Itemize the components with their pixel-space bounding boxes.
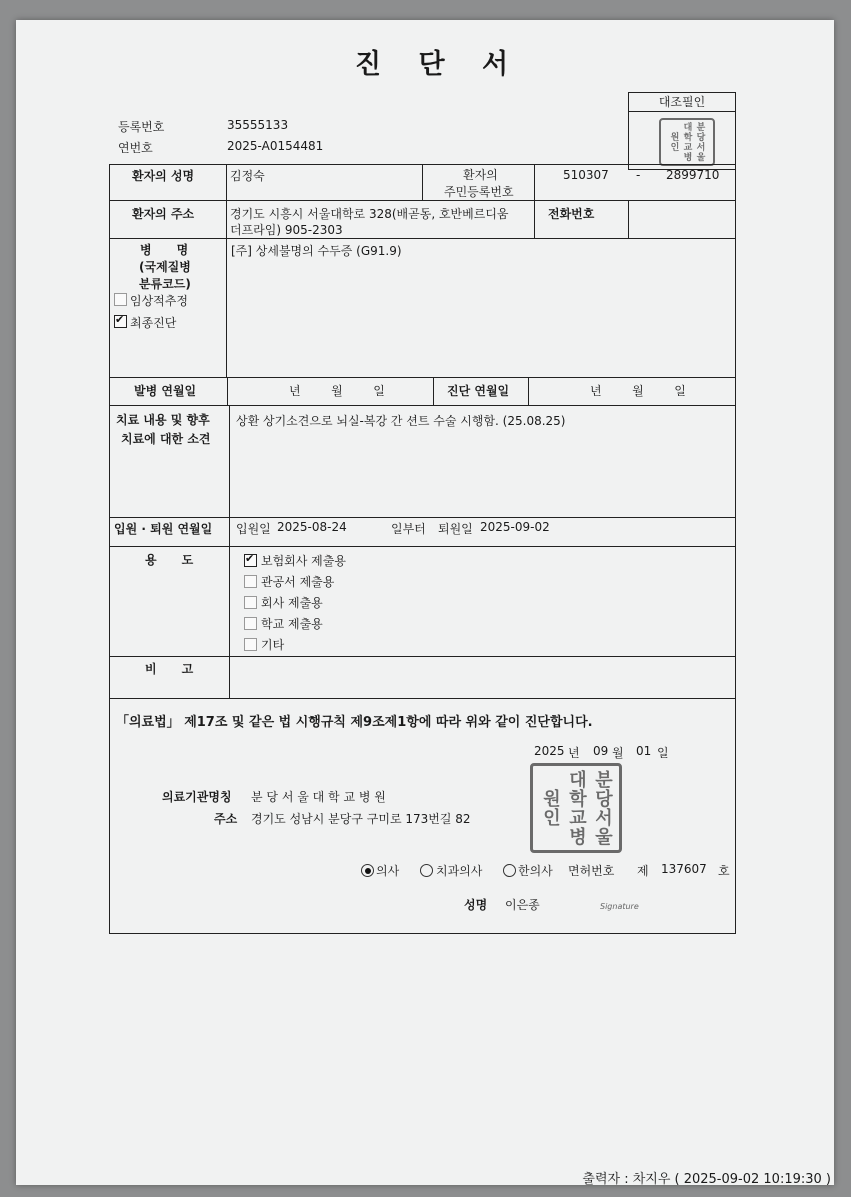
license-number: 137607	[661, 862, 707, 876]
institution-address: 경기도 성남시 분당구 구미로 173번길 82	[251, 812, 471, 826]
serial-number: 2025-A0154481	[227, 139, 324, 153]
patient-name-label: 환자의 성명	[132, 169, 195, 183]
diagnosis-label-code: 분류코드)	[139, 277, 191, 291]
patient-address-line2: 더프라임) 905-2303	[230, 223, 343, 237]
verification-seal-box	[628, 92, 736, 170]
cert-year: 2025	[534, 744, 565, 758]
license-label: 면허번호	[568, 864, 615, 878]
registration-label: 등록번호	[118, 120, 165, 134]
cert-year-unit: 년	[568, 746, 580, 760]
purpose-checkbox-government[interactable]	[244, 575, 257, 588]
from-label: 일부터	[391, 522, 426, 536]
treatment-text: 상환 상기소견으로 뇌실-복강 간 션트 수술 시행함. (25.08.25)	[236, 414, 566, 428]
serial-label: 연번호	[118, 141, 153, 155]
doctor-name-label: 성명	[464, 898, 488, 912]
verification-stamp	[659, 118, 715, 166]
rrn-front: 510307	[563, 168, 609, 182]
diagnosis-date-value: 년 월 일	[590, 384, 686, 398]
discharge-date: 2025-09-02	[480, 520, 550, 534]
cert-month: 09	[593, 744, 609, 758]
institution-label: 의료기관명칭	[162, 790, 232, 804]
cert-month-unit: 월	[612, 746, 624, 760]
discharge-label: 퇴원일	[438, 522, 473, 536]
cert-day: 01	[636, 744, 652, 758]
rrn-label-line2: 주민등록번호	[444, 185, 514, 199]
radio-dentist[interactable]	[420, 864, 433, 877]
patient-address-line1: 경기도 시흥시 서울대학로 328(배곧동, 호반베르디움	[230, 207, 509, 221]
purpose-option-school: 학교 제출용	[261, 617, 323, 631]
remarks-label: 비 고	[145, 662, 194, 676]
diagnosis-label-icd: (국제질병	[139, 260, 191, 274]
radio-oriental-doctor-label: 한의사	[518, 864, 553, 878]
radio-doctor-label: 의사	[376, 864, 400, 878]
treatment-label-line1: 치료 내용 및 향후	[116, 413, 210, 427]
hospital-seal-stamp	[530, 763, 622, 853]
radio-doctor[interactable]	[361, 864, 374, 877]
printer-info: 출력자 : 차지우 ( 2025-09-02 10:19:30 )	[582, 1172, 831, 1187]
purpose-option-company: 회사 제출용	[261, 596, 323, 610]
rrn-back: 2899710	[666, 168, 720, 182]
registration-number: 35555133	[227, 118, 289, 132]
diagnosis-date-label: 진단 연월일	[447, 384, 510, 398]
radio-dentist-label: 치과의사	[436, 864, 483, 878]
treatment-label-line2: 치료에 대한 소견	[121, 432, 211, 446]
admission-label: 입원 · 퇴원 연월일	[114, 522, 213, 536]
admit-date: 2025-08-24	[277, 520, 347, 534]
institution-name: 분 당 서 울 대 학 교 병 원	[251, 790, 386, 804]
stamp-text: 분당서울대학교병원인	[668, 122, 705, 162]
patient-name: 김정숙	[230, 169, 265, 183]
onset-date-label: 발병 연월일	[134, 384, 197, 398]
institution-address-label: 주소	[214, 812, 238, 826]
certification-statement: 「의료법」 제17조 및 같은 법 시행규칙 제9조제1항에 따라 위와 같이 진단합니다.	[116, 715, 593, 730]
radio-oriental-doctor[interactable]	[503, 864, 516, 877]
license-suffix: 호	[718, 864, 730, 878]
provisional-label: 임상적추정	[130, 294, 188, 308]
purpose-checkbox-school[interactable]	[244, 617, 257, 630]
rrn-label-line1: 환자의	[463, 168, 498, 182]
admit-label: 입원일	[236, 522, 271, 536]
patient-address-label: 환자의 주소	[132, 207, 195, 221]
purpose-checkbox-company[interactable]	[244, 596, 257, 609]
provisional-checkbox[interactable]	[114, 293, 127, 306]
final-diagnosis-label: 최종진단	[130, 316, 177, 330]
onset-date-value: 년 월 일	[289, 384, 385, 398]
diagnosis-label: 병 명	[140, 243, 189, 257]
rrn-dash: -	[636, 168, 641, 182]
purpose-checkbox-other[interactable]	[244, 638, 257, 651]
purpose-option-insurance: 보험회사 제출용	[261, 554, 346, 568]
hospital-seal-text: 분당서울대학교병원인	[540, 770, 613, 846]
purpose-option-other: 기타	[261, 638, 285, 652]
cert-day-unit: 일	[657, 746, 669, 760]
license-prefix: 제	[637, 864, 649, 878]
purpose-label: 용 도	[145, 553, 194, 567]
document-paper	[16, 20, 834, 1185]
purpose-checkbox-insurance[interactable]	[244, 554, 257, 567]
signature-mark: Signature	[600, 902, 639, 911]
doctor-name: 이은종	[505, 898, 540, 912]
final-diagnosis-checkbox[interactable]	[114, 315, 127, 328]
document-title: 진 단 서	[355, 49, 523, 80]
purpose-option-government: 관공서 제출용	[261, 575, 335, 589]
seal-header: 대조필인	[629, 93, 735, 112]
phone-label: 전화번호	[548, 207, 595, 221]
diagnosis-text: [주] 상세불명의 수두증 (G91.9)	[231, 244, 402, 258]
